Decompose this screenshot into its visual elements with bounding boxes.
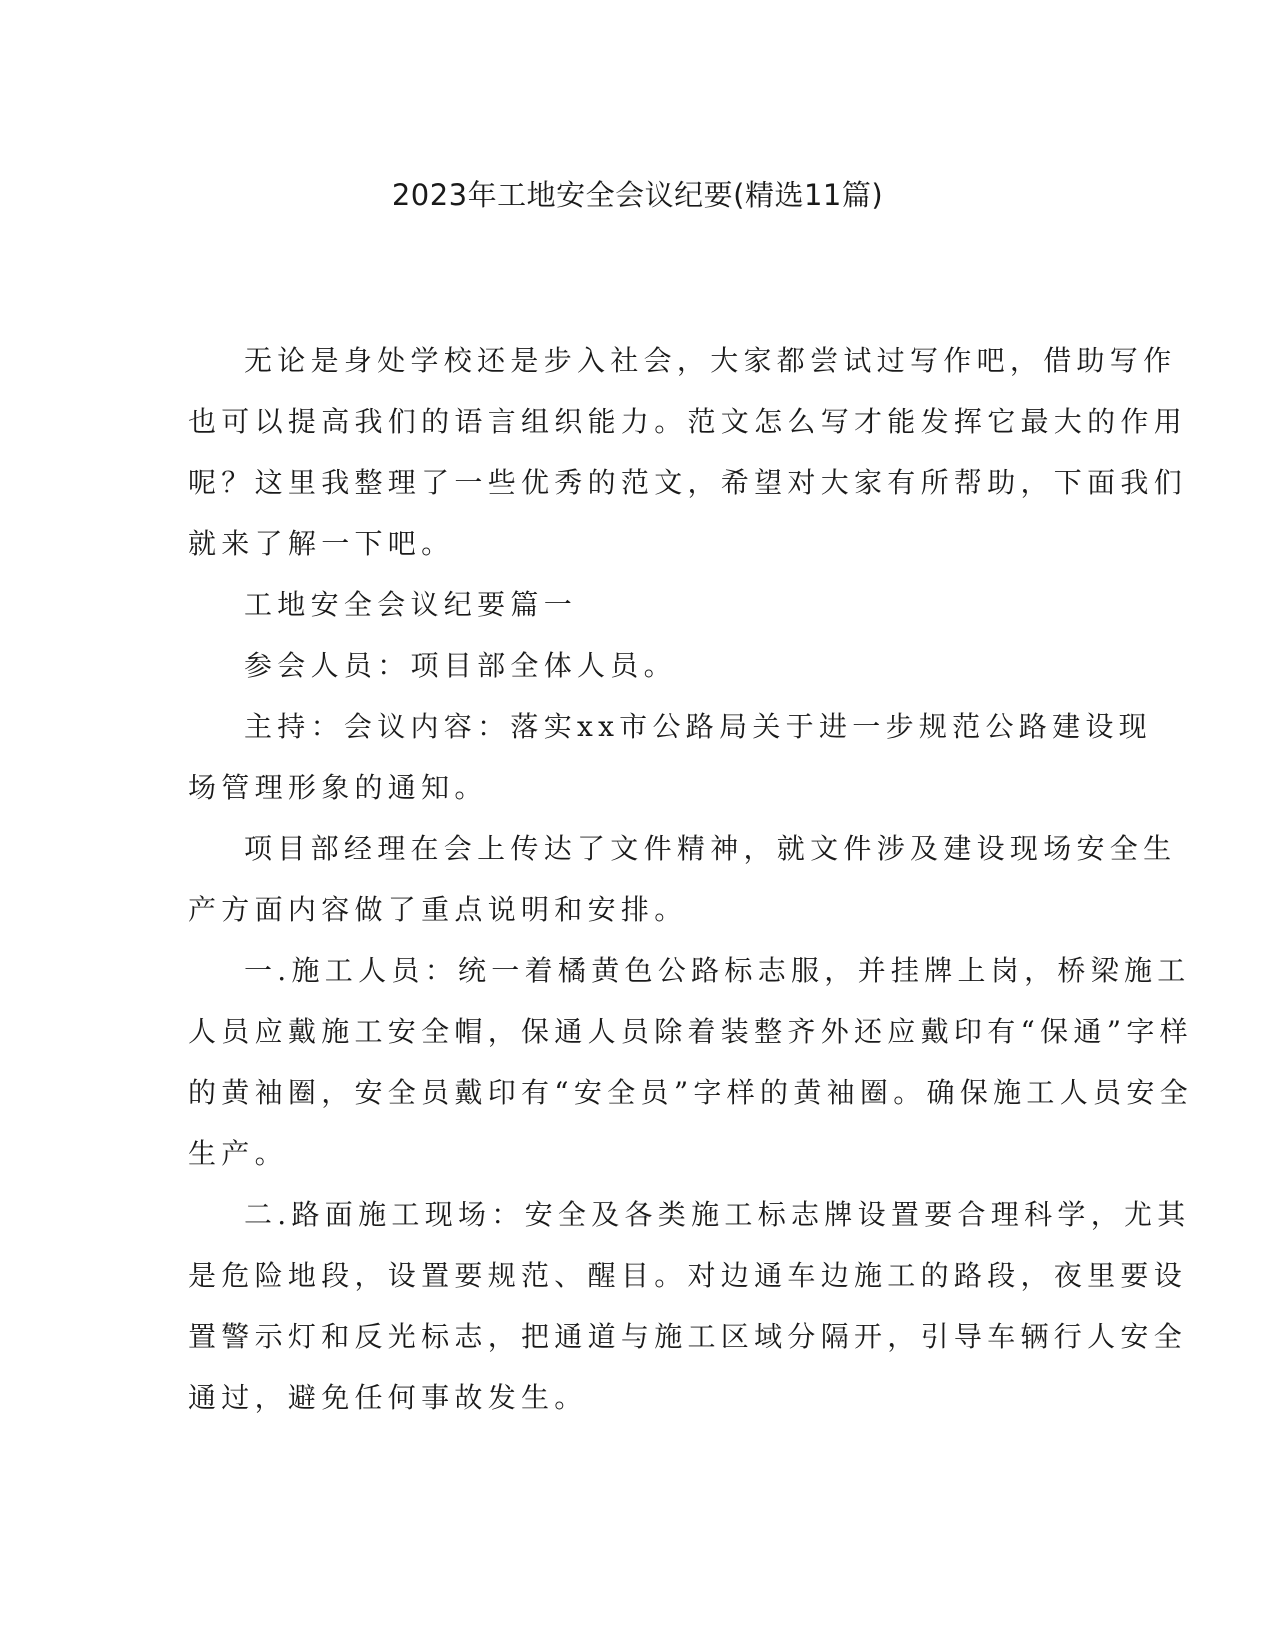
attendees-line: 参会人员：项目部全体人员。 xyxy=(244,649,677,682)
document-body xyxy=(188,330,1193,1428)
text-line: 置警示灯和反光标志，把通道与施工区域分隔开，引导车辆行人安全 xyxy=(188,1320,1188,1353)
text-line: 的黄袖圈，安全员戴印有“安全员”字样的黄袖圈。确保施工人员安全 xyxy=(188,1076,1193,1109)
text-line: 一.施工人员：统一着橘黄色公路标志服，并挂牌上岗，桥梁施工 xyxy=(244,954,1191,987)
text-line: 场管理形象的通知。 xyxy=(188,771,488,804)
text-line: 呢？这里我整理了一些优秀的范文，希望对大家有所帮助，下面我们 xyxy=(188,466,1188,499)
item-two-paragraph xyxy=(188,1184,1191,1428)
text-line: 通过，避免任何事故发生。 xyxy=(188,1381,588,1414)
manager-paragraph xyxy=(188,818,1177,940)
text-line: 人员应戴施工安全帽，保通人员除着装整齐外还应戴印有“保通”字样 xyxy=(188,1015,1193,1048)
document-title: 2023年工地安全会议纪要(精选11篇) xyxy=(391,178,884,212)
text-line: 无论是身处学校还是步入社会，大家都尝试过写作吧，借助写作 xyxy=(244,344,1177,377)
section-heading: 工地安全会议纪要篇一 xyxy=(244,588,578,621)
host-paragraph xyxy=(188,696,1152,818)
item-one-paragraph xyxy=(188,940,1193,1184)
text-line: 生产。 xyxy=(188,1137,288,1170)
text-line: 项目部经理在会上传达了文件精神，就文件涉及建设现场安全生 xyxy=(244,832,1177,865)
text-line: 也可以提高我们的语言组织能力。范文怎么写才能发挥它最大的作用 xyxy=(188,405,1188,438)
text-line: 产方面内容做了重点说明和安排。 xyxy=(188,893,688,926)
text-line: 二.路面施工现场：安全及各类施工标志牌设置要合理科学，尤其 xyxy=(244,1198,1191,1231)
text-line: 是危险地段，设置要规范、醒目。对边通车边施工的路段，夜里要设 xyxy=(188,1259,1188,1292)
intro-paragraph xyxy=(188,330,1188,574)
text-line: 就来了解一下吧。 xyxy=(188,527,455,560)
text-line: 主持：会议内容：落实xx市公路局关于进一步规范公路建设现 xyxy=(244,710,1152,743)
